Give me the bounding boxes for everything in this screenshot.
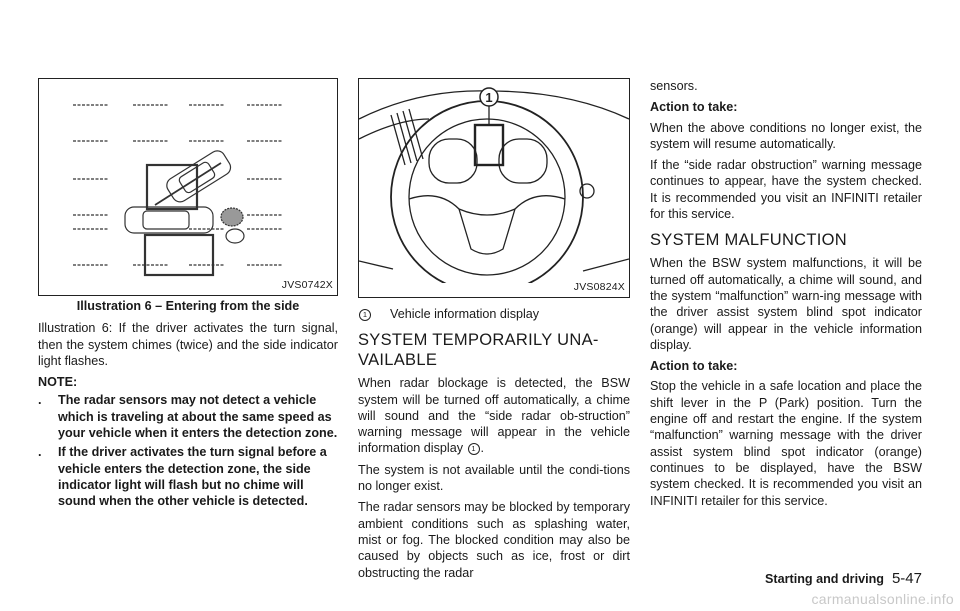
column-2	[358, 78, 630, 581]
bullet-text: The radar sensors may not detect a vehicle which is traveling at about the same speed as your vehicle when it enters the detection zone.	[58, 393, 338, 441]
section-heading: SYSTEM TEMPORARILY UNA-VAILABLE	[358, 331, 599, 370]
paragraph: When the above conditions no longer exist, the system will resume automatically.	[650, 120, 922, 151]
paragraph: If the “side radar obstruction” warning message continues to appear, have the system checked. It is recommended you visit an INFINITI retailer for this service.	[650, 158, 922, 222]
paragraph: The system is not available until the condi-tions no longer exist.	[358, 462, 630, 494]
illustration-lane-diagram	[38, 78, 338, 296]
callout-1-icon: 1	[359, 309, 371, 321]
paragraph: Stop the vehicle in a safe location and place the shift lever in the P (Park) position. Turn the engine off and restart the engine. If the system “malfunction” warning message with the driver assist system blind spot indicator (orange) continues to be displayed, have the BSW system checked. It is recommended you visit an INFINITI retailer for this service.	[650, 379, 922, 508]
action-heading: Action to take:	[650, 100, 738, 115]
lane-markers	[73, 105, 283, 265]
bullet-marker: .	[38, 445, 42, 460]
figure-legend	[358, 306, 630, 322]
steering-wheel-illustration	[359, 79, 629, 283]
note-bullet	[38, 392, 338, 441]
watermark: carmanualsonline.info	[811, 591, 954, 607]
traffic-lanes-illustration	[39, 79, 337, 279]
figure-caption: Illustration 6 – Entering from the side	[76, 299, 300, 313]
callout-number: 1	[485, 90, 493, 105]
illustration-steering-wheel	[358, 78, 630, 298]
column-1	[38, 78, 338, 513]
paragraph: When radar blockage is detected, the BSW system will be turned off automatically, a chime will sound and the “side radar ob-struction” warning message will appear in the vehicle information display 1 .	[358, 376, 630, 456]
wheel-spokes	[409, 196, 565, 254]
section-heading: SYSTEM MALFUNCTION	[650, 231, 847, 250]
cluster-left-gauge	[429, 139, 477, 183]
paragraph: When the BSW system malfunctions, it will be turned off automatically, a chime will sound, and the system “malfunction” warn-ing message with the driver assist system blind spot indicator (orange) will appear in the vehicle information display.	[650, 256, 922, 352]
detection-zone-lower	[145, 235, 213, 275]
note-bullet	[38, 444, 338, 509]
radar-zone-small	[226, 229, 244, 243]
footer-section: Starting and driving	[765, 572, 884, 586]
wheel-rim-inner	[409, 119, 565, 275]
vent-lines	[391, 109, 423, 165]
paragraph: sensors.	[650, 79, 698, 93]
wheel-rim-outer	[391, 101, 583, 283]
column-3	[650, 78, 922, 514]
figure-code: JVS0742X	[281, 278, 333, 291]
note-heading: NOTE:	[38, 375, 78, 390]
legend-text: Vehicle information display	[390, 307, 540, 321]
bullet-marker: .	[38, 393, 42, 408]
paragraph: Illustration 6: If the driver activates the turn signal, then the system chimes (twice) and the side indicator light flashes.	[38, 321, 338, 368]
legend-key	[358, 306, 390, 322]
callout-1-icon: 1	[468, 443, 480, 455]
cluster-right-gauge	[499, 139, 547, 183]
bullet-text: If the driver activates the turn signal before a vehicle enters the detection zone, the side indicator light will flash but no chime will sound when the other vehicle is detected.	[58, 445, 327, 509]
radar-zone	[221, 208, 243, 226]
page-number: 5-47	[891, 570, 922, 587]
figure-code: JVS0824X	[573, 280, 625, 293]
page-footer	[765, 570, 922, 587]
paragraph: The radar sensors may be blocked by temporary ambient conditions such as splashing water, mist or fog. The blocked condition may also be caused by objects such as ice, frost or dirt obstructing the radar	[358, 500, 630, 580]
action-heading: Action to take:	[650, 359, 738, 374]
